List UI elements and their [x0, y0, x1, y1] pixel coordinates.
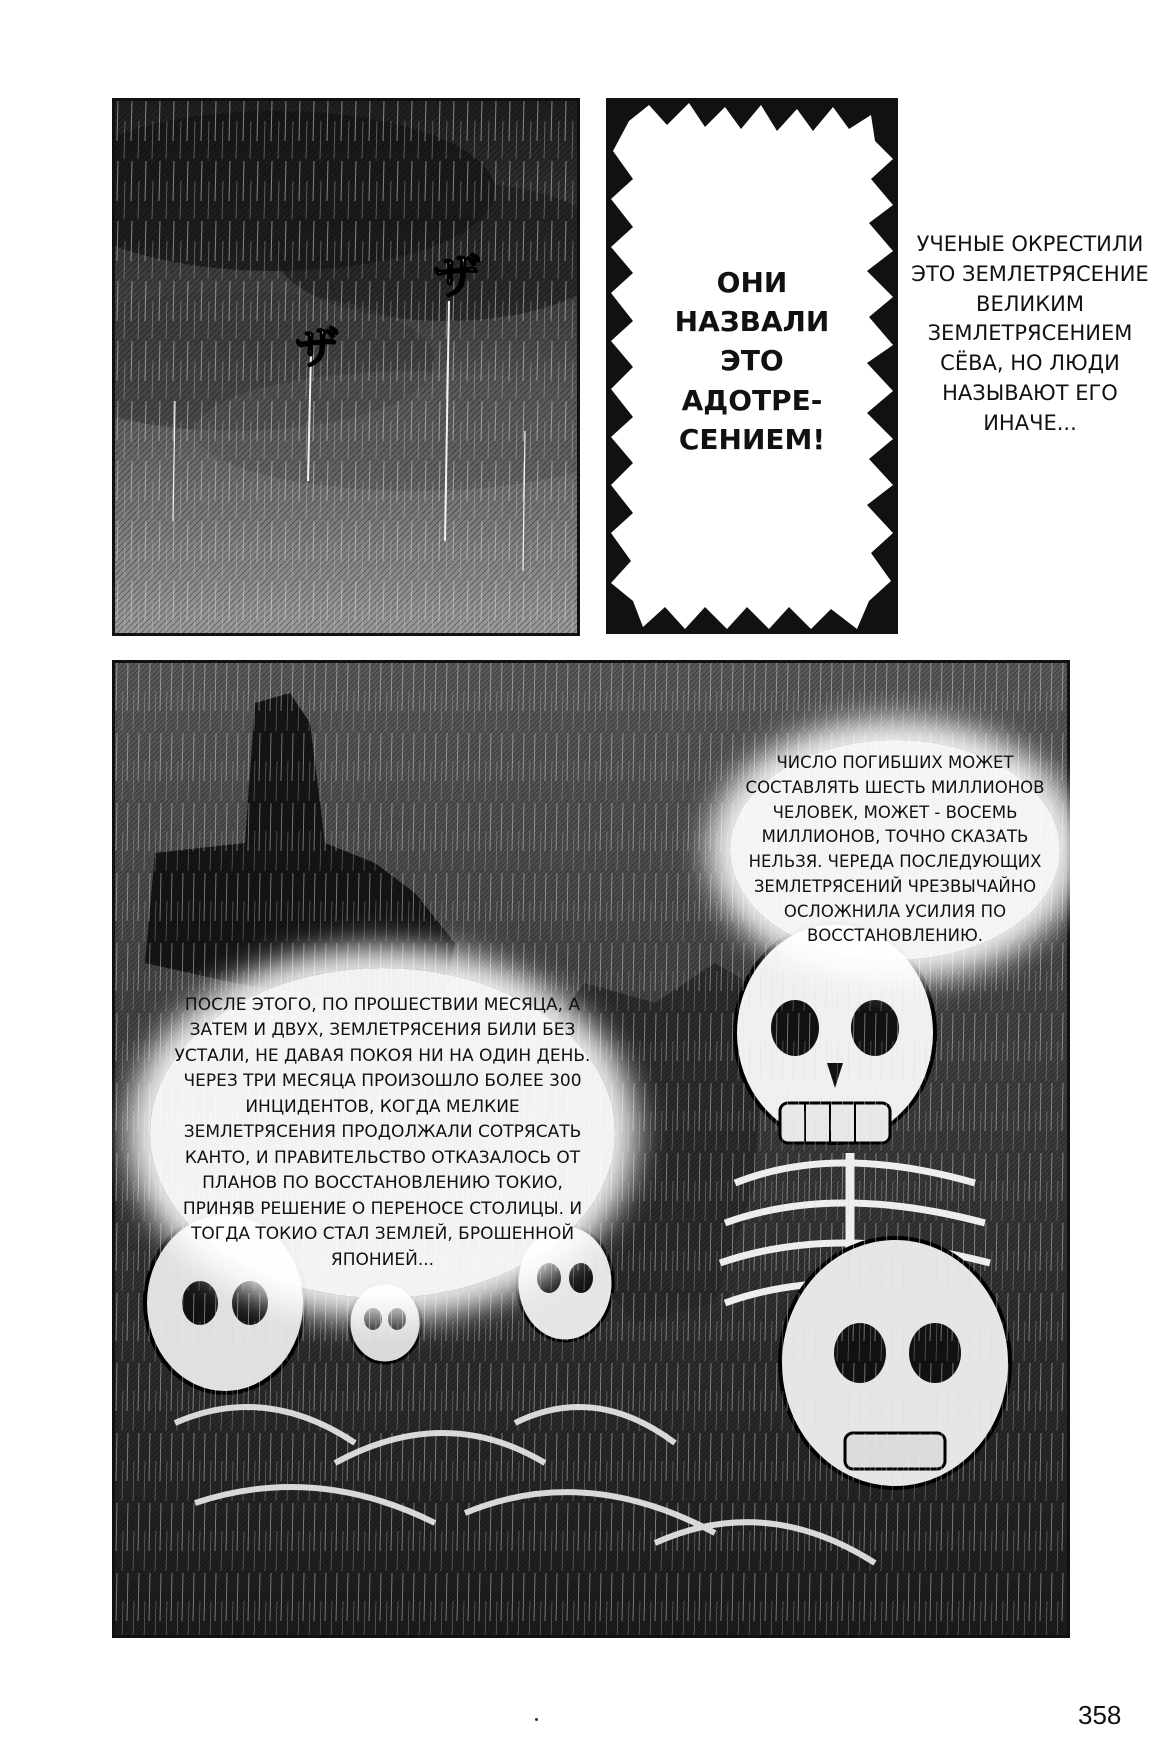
caption-deaths: [730, 740, 1060, 960]
caption-deaths-text: ЧИСЛО ПОГИБШИХ МОЖЕТ СОСТАВЛЯТЬ ШЕСТЬ МИЛЛИОНОВ ЧЕЛОВЕК, МОЖЕТ - ВОСЕМЬ МИЛЛИОНОВ, ТОЧНО СКАЗАТЬ НЕЛЬЗЯ. ЧЕРЕДА ПОСЛЕДУЮЩИХ ЗЕМЛЕТРЯСЕНИЙ ЧРЕЗВЫЧАЙНО ОСЛОЖНИЛА УСИЛИЯ ПО ВОССТАНОВЛЕНИЮ.: [745, 753, 1045, 946]
caption-aftermath: [150, 968, 615, 1298]
burst-speech: [609, 101, 895, 631]
side-caption: УЧЕНЫЕ ОКРЕСТИЛИ ЭТО ЗЕМЛЕТРЯСЕНИЕ ВЕЛИКИМ ЗЕМЛЕТРЯСЕНИЕМ СЁВА, НО ЛЮДИ НАЗЫВАЮТ ЕГО ИНАЧЕ...: [911, 232, 1149, 435]
page-number: 358: [1078, 1700, 1122, 1730]
print-dot: [535, 1718, 538, 1721]
caption-aftermath-text: ПОСЛЕ ЭТОГО, ПО ПРОШЕСТВИИ МЕСЯЦА, А ЗАТЕМ И ДВУХ, ЗЕМЛЕТРЯСЕНИЯ БИЛИ БЕЗ УСТАЛИ, НЕ ДАВАЯ ПОКОЯ НИ НА ОДИН ДЕНЬ. ЧЕРЕЗ ТРИ МЕСЯЦА ПРОИЗОШЛО БОЛЕЕ 300 ИНЦИДЕНТОВ, КОГДА МЕЛКИЕ ЗЕМЛЕТРЯСЕНИЯ ПРОДОЛЖАЛИ СОТРЯСАТЬ КАНТО, И ПРАВИТЕЛЬСТВО ОТКАЗАЛОСЬ ОТ ПЛАНОВ ПО ВОССТАНОВЛЕНИЮ ТОКИО, ПРИНЯВ РЕШЕНИЕ О ПЕРЕНОСЕ СТОЛИЦЫ. И ТОГДА ТОКИО СТАЛ ЗЕМЛЕЙ, БРОШЕННОЙ ЯПОНИЕЙ...: [174, 994, 591, 1270]
burst-speech-text: ОНИ НАЗВАЛИ ЭТО АДОТРЕ-СЕНИЕМ!: [674, 266, 830, 456]
sfx-rain-2: ザ: [295, 323, 339, 374]
burst-panel: [606, 98, 898, 634]
storm-panel: [112, 98, 580, 636]
sfx-rain-1: ザ: [433, 249, 482, 305]
storm-sky-illustration: [115, 101, 577, 633]
